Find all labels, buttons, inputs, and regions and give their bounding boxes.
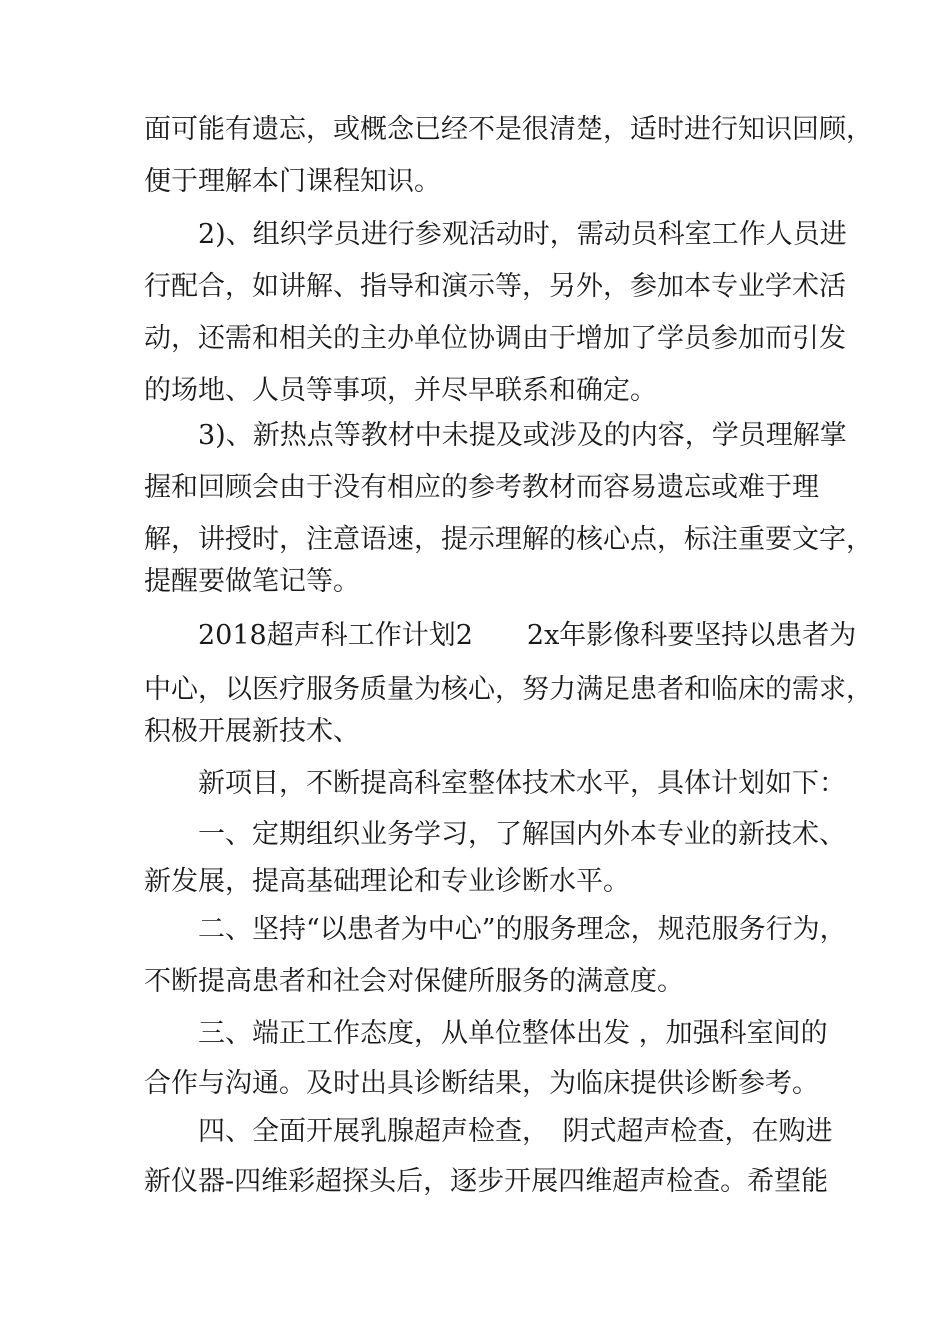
text-line: 握和回顾会由于没有相应的参考教材而容易遗忘或难于理 — [144, 472, 819, 503]
text-line: 动，还需和相关的主办单位协调由于增加了学员参加而引发 — [144, 323, 846, 354]
paragraph-first-line: 2)、组织学员进行参观活动时，需动员科室工作人员进 — [198, 219, 847, 250]
paragraph-first-line: 2018超声科工作计划2 2x年影像科要坚持以患者为 — [198, 620, 857, 651]
text-line: 新发展，提高基础理论和专业诊断水平。 — [144, 866, 630, 897]
text-line: 解，讲授时，注意语速，提示理解的核心点，标注重要文字， — [144, 524, 873, 555]
paragraph-first-line: 3)、新热点等教材中未提及或涉及的内容，学员理解掌 — [198, 420, 847, 451]
text-line: 的场地、人员等事项，并尽早联系和确定。 — [144, 375, 657, 406]
text-line: 不断提高患者和社会对保健所服务的满意度。 — [144, 966, 684, 997]
text-line: 提醒要做笔记等。 — [144, 566, 360, 597]
text-line: 面可能有遗忘，或概念已经不是很清楚，适时进行知识回顾， — [144, 114, 873, 145]
paragraph-first-line: 二、坚持“以患者为中心”的服务理念，规范服务行为， — [198, 914, 847, 945]
text-line: 行配合，如讲解、指导和演示等，另外，参加本专业学术活 — [144, 271, 846, 302]
paragraph-first-line: 新项目，不断提高科室整体技术水平，具体计划如下： — [198, 768, 846, 799]
text-line: 便于理解本门课程知识。 — [144, 166, 441, 197]
text-line: 合作与沟通。及时出具诊断结果，为临床提供诊断参考。 — [144, 1068, 819, 1099]
paragraph-first-line: 三、端正工作态度，从单位整体出发 ，加强科室间的 — [198, 1018, 828, 1049]
paragraph-first-line: 四、全面开展乳腺超声检查， 阴式超声检查，在购进 — [198, 1116, 833, 1147]
paragraph-first-line: 一、定期组织业务学习，了解国内外本专业的新技术、 — [198, 819, 846, 850]
text-line: 新仪器-四维彩超探头后，逐步开展四维超声检查。希望能 — [144, 1166, 829, 1197]
text-line: 中心，以医疗服务质量为核心，努力满足患者和临床的需求， — [144, 674, 873, 705]
text-line: 积极开展新技术、 — [144, 716, 360, 747]
